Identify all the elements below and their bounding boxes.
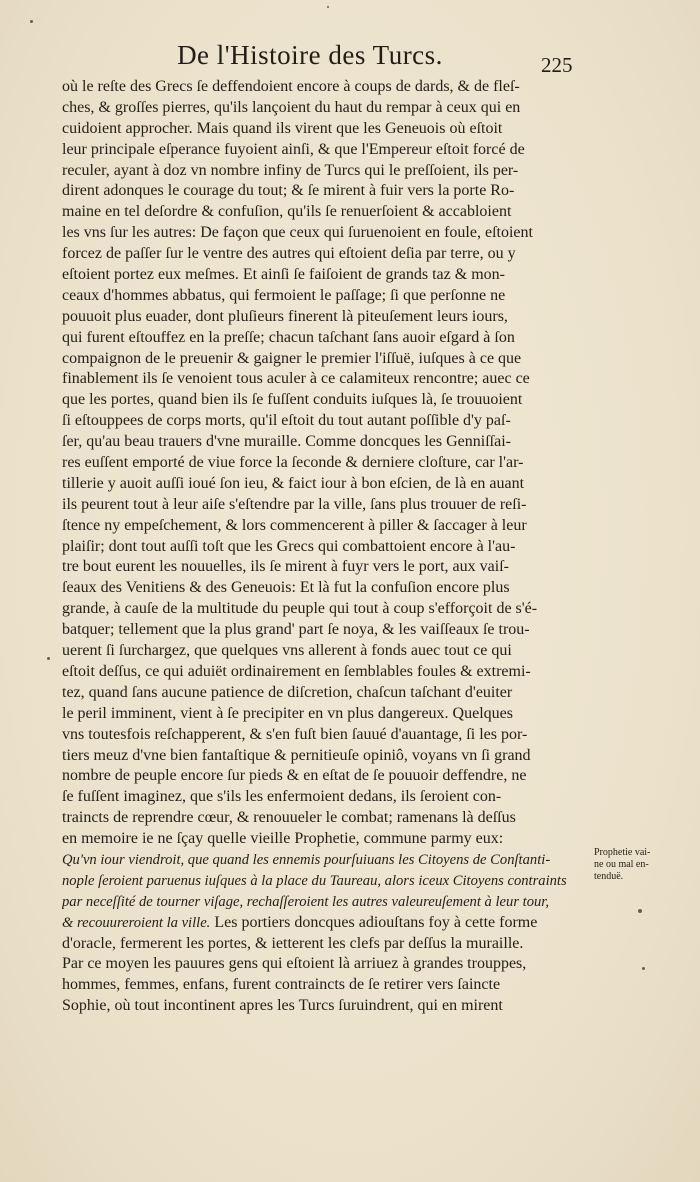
text-line: en memoire ie ne ſçay quelle vieille Prophetie, commune parmy eux: (62, 830, 504, 848)
text-line: Sophie, où tout incontinent apres les Turcs ſuruindrent, qui en mirent (62, 997, 503, 1015)
ink-speck (47, 657, 50, 660)
text-line: le peril imminent, vient à ſe precipiter en vn plus dangereux. Quelques (62, 704, 513, 722)
text-continuation: Les portiers doncques adiouſtans foy à cette forme (210, 913, 538, 931)
text-line: pouuoit plus euader, dont pluſieurs finerent là piteuſement leurs iours, (62, 307, 508, 325)
text-line: qui furent eſtouffez en la preſſe; chacun taſchant ſans auoir eſgard à ſon (62, 328, 515, 346)
text-line: d'oracle, fermerent les portes, & ietterent les clefs par deſſus la muraille. (62, 934, 524, 952)
body-text (62, 77, 576, 1017)
text-line: Par ce moyen les pauures gens qui eſtoient là arriuez à grandes trouppes, (62, 955, 527, 973)
text-line: batquer; tellement que la plus grand' part ſe noya, & les vaiſſeaux ſe trou- (62, 621, 530, 639)
marginal-note-line: tenduë. (594, 871, 624, 882)
text-line: où le reſte des Grecs ſe deffendoient encore à coups de dards, & de fleſ- (62, 78, 520, 95)
text-line: ches, & groſſes pierres, qu'ils lançoient du haut du rempar à ceux qui en (62, 98, 521, 116)
text-line: ſe fuſſent imaginez, que s'ils les enfermoient dedans, ils ſeroient con- (62, 788, 502, 806)
text-line: compaignon de le preuenir & gaigner le premier l'iſſuë, iuſques à ce que (62, 349, 522, 367)
text-line: cuidoient approcher. Mais quand ils virent que les Geneuois où eſtoit (62, 119, 503, 137)
prophecy-ending: & recouureroient la ville. (62, 914, 211, 931)
ink-speck (638, 909, 642, 913)
text-line: ſtence ny empeſchement, & lors commencerent à piller & ſaccager à leur (62, 516, 527, 534)
text-line: ſi eſtouppees de corps morts, qu'il eſtoit du tout autant poſſible d'y paſ- (62, 412, 511, 430)
text-line: eſtoit deſſus, ce qui aduiët ordinairement en ſemblables foules & extremi- (62, 662, 531, 680)
text-line: hommes, femmes, enfans, furent contraincts de ſe retirer vers ſaincte (62, 976, 501, 994)
page-number: 225 (541, 53, 573, 77)
text-line: ils peurent tout à leur aiſe s'eſtendre par la ville, ſans plus trouuer de reſi- (62, 495, 527, 513)
text-line: ſeaux des Venitiens & des Geneuois: Et là fut la confuſion encore plus (62, 579, 510, 597)
text-line: leur principale eſperance fuyoient ainſi, & que l'Empereur eſtoit forcé de (62, 140, 525, 158)
ink-speck (642, 967, 645, 970)
text-line: tre bout eurent les nouuelles, ils ſe mirent à fuyr vers le port, aux vaiſ- (62, 558, 509, 576)
text-line: maine en tel deſordre & confuſion, qu'ils ſe renuerſoient & accabloient (62, 203, 512, 221)
text-line: vns toutesfois reſchapperent, & s'en fuſt bien ſauué d'auantage, ſi les por- (62, 725, 528, 743)
prophecy-line: nople ſeroient paruenus iuſques à la place du Taureau, alors iceux Citoyens contraints (62, 872, 567, 889)
text-line: tiers meuz d'vne bien fantaſtique & pernitieuſe opiniô, voyans vn ſi grand (62, 746, 531, 764)
text-line: dirent adonques le courage du tout; & ſe mirent à fuir vers la porte Ro- (62, 182, 515, 200)
text-line: les vns ſur les autres: De façon que ceux qui ſuruenoient en foule, eſtoient (62, 224, 533, 242)
text-line: forcez de paſſer ſur le ventre des autres qui eſtoient deſia par terre, ou y (62, 245, 516, 263)
text-line: res euſſent emporté de viue force la ſeconde & derniere cloſture, car l'ar- (62, 454, 524, 472)
text-line: eſtoient portez eux meſmes. Et ainſi ſe faiſoient de grands taz & mon- (62, 266, 505, 284)
text-line: grande, à cauſe de la multitude du peuple qui tout à coup s'efforçoit de s'é- (62, 600, 538, 618)
marginal-note-line: ne ou mal en- (594, 859, 649, 870)
text-line: finablement ils ſe venoient tous aculer à ce calamiteux rencontre; auec ce (62, 370, 530, 388)
ink-speck (327, 6, 329, 8)
text-line: uerent ſi ſurchargez, que quelques vns allerent à fonds auec tout ce qui (62, 642, 512, 660)
mixed-line (62, 913, 576, 934)
text-line: nombre de peuple encore ſur pieds & en eſtat de ſe pouuoir deffendre, ne (62, 767, 527, 785)
marginal-note (594, 847, 666, 883)
running-header-title: De l'Histoire des Turcs. (177, 40, 443, 70)
text-line: ceaux d'hommes abbatus, qui fermoient le paſſage; ſi que perſonne ne (62, 286, 506, 304)
prophecy-line: par neceſſité de tourner viſage, rechaſſeroient les autres valeureuſement à leur tour, (62, 893, 550, 910)
text-line: ſer, qu'au beau trauers d'vne muraille. Comme doncques les Genniſſai- (62, 433, 511, 451)
prophecy-line: Qu'vn iour viendroit, que quand les ennemis pourſuiuans les Citoyens de Conſtanti- (62, 851, 551, 868)
text-line: plaiſir; dont tout auſſi toſt que les Grecs qui combattoient encore à l'au- (62, 537, 516, 555)
ink-speck (30, 20, 33, 23)
text-line: traincts de reprendre cœur, & renouueler le combat; ramenans là deſſus (62, 809, 516, 827)
marginal-note-line: Prophetie vai- (594, 847, 651, 858)
text-line: tillerie y auoit auſſi ioué ſon ieu, & faict iour à bon eſcien, de là en auant (62, 474, 525, 492)
text-line: tez, quand ſans aucune patience de diſcretion, chaſcun taſchant d'euiter (62, 683, 513, 701)
text-line: que les portes, quand bien ils ſe fuſſent conduits iuſques là, ſe trouuoient (62, 391, 523, 409)
text-line: reculer, ayant à doz vn nombre infiny de Turcs qui le preſſoient, ils per- (62, 161, 519, 179)
